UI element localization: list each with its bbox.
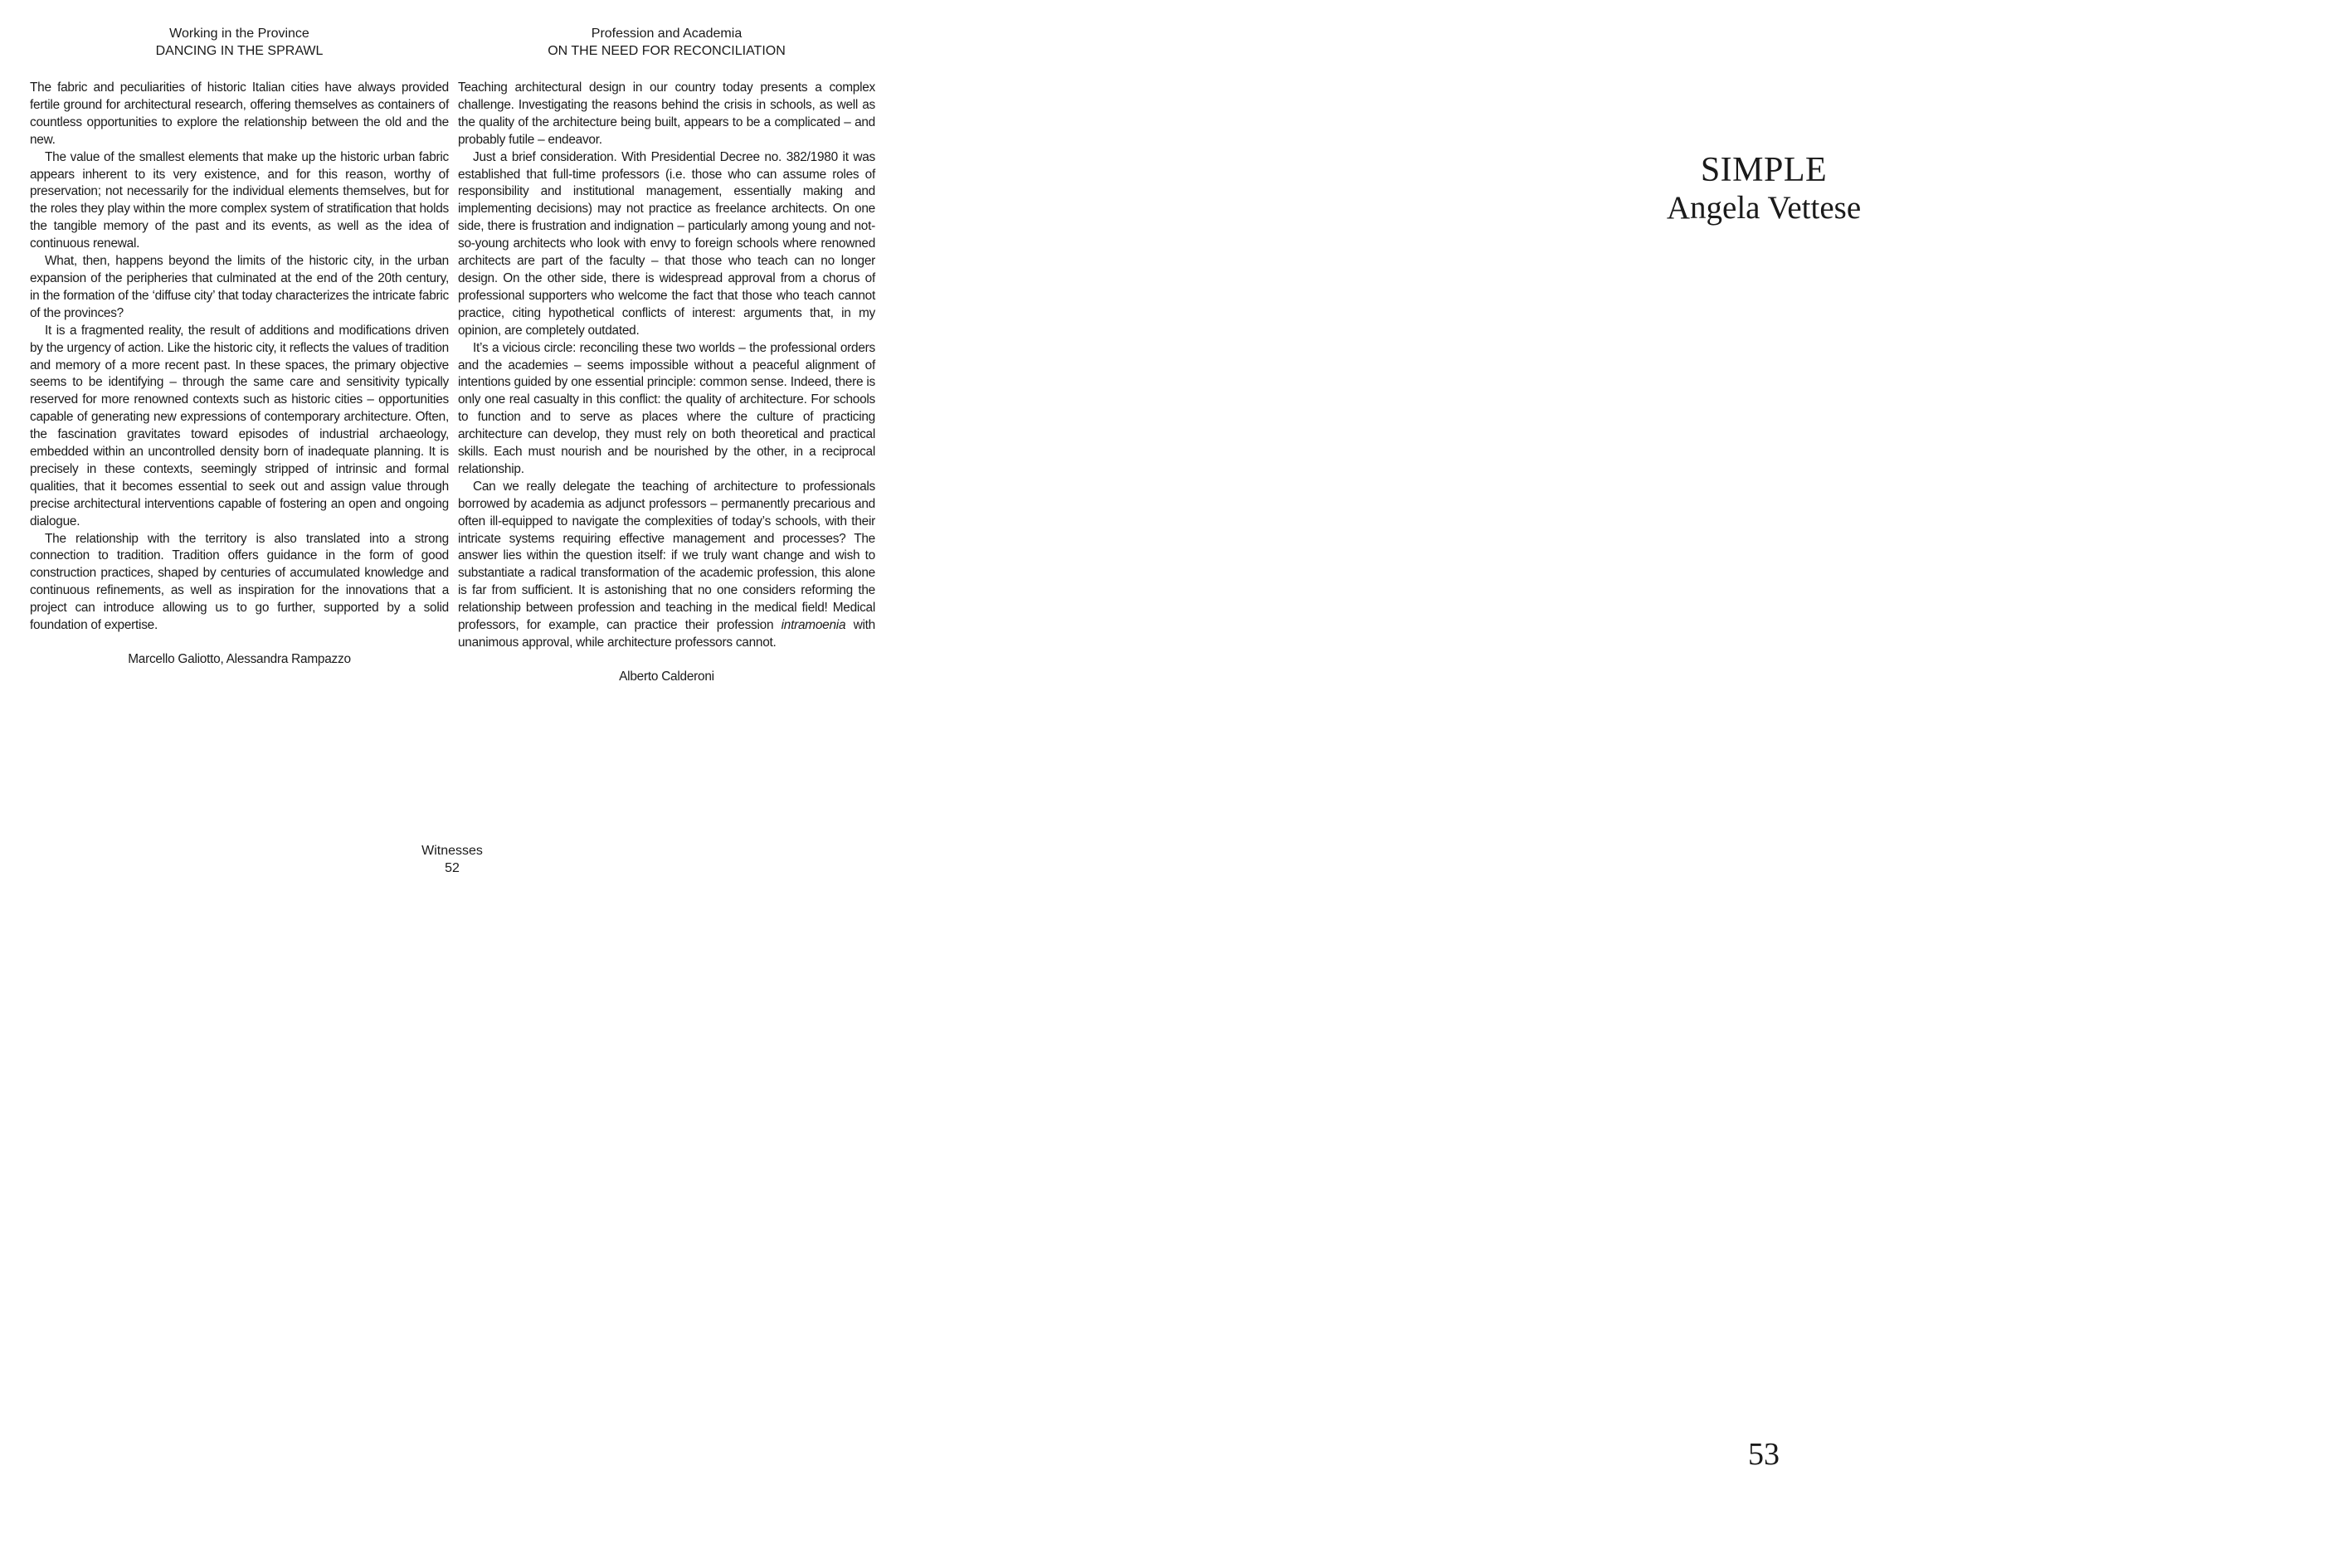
right-page xyxy=(1176,0,2352,1568)
paragraph: Teaching architectural design in our country today presents a complex challenge. Investigating the reasons behind the crisis in schools, as well as the quality of the architecture being built, appears to be a complicated – and probably futile – endeavor. xyxy=(458,80,875,147)
paragraph-text: with unanimous approval, while architecture professors cannot. xyxy=(458,618,875,650)
paragraph: It’s a vicious circle: reconciling these two worlds – the professional orders and the academies – seems impossible without a peaceful alignment of intentions guided by one essential principle: common sense. Indeed, there is only one real casualty in this conflict: the quality of architecture. For schools to function and to serve as places where the culture of practicing architecture can develop, they must rely on both theoretical and practical skills. Each must nourish and be nourished by the other, in a reciprocal relationship. xyxy=(458,340,875,476)
paragraph: The value of the smallest elements that make up the historic urban fabric appears inherent to its very existence, and for this reason, worthy of preservation; not necessarily for the individual elements themselves, but for the roles they play within the more complex system of stratification that holds the tangible memory of the past and its events, as well as the idea of continuous renewal. xyxy=(30,149,449,251)
section-name: Witnesses xyxy=(421,844,483,858)
page-folio-left xyxy=(398,842,506,877)
paragraph: The relationship with the territory is also translated into a strong connection to tradition. Tradition offers guidance in the form of good construction practices, shaped by centuries of accumulated knowledge and continuous refinements, as well as inspiration for the innovations that a project can introduce allowing us to go further, supported by a solid foundation of expertise. xyxy=(30,531,449,633)
paragraph: Just a brief consideration. With Presidential Decree no. 382/1980 it was established that full-time professors (i.e. those who can assume roles of responsibility and institutional management, essentially making and implementing decisions) may not practice as freelance architects. On one side, there is frustration and indignation – particularly among young and not-so-young architects who look with envy to foreign schools where renowned architects are part of the faculty – that those who teach can no longer design. On the other side, there is widespread approval from a chorus of professional supporters who welcome the fact that those who teach cannot practice, citing hypothetical conflicts of interest: arguments that, in my opinion, are completely outdated. xyxy=(458,149,875,338)
italic-term: intramoenia xyxy=(781,618,846,633)
paragraph-text: Can we really delegate the teaching of architecture to professionals borrowed by academia as adjunct professors – permanently precarious and often ill-equipped to navigate the complexities of today’s schools, with their intricate systems requiring effective management and processes? The answer lies within the question itself: if we truly want change and wish to substantiate a radical transformation of the academic profession, this alone is far from sufficient. It is astonishing that no one considers reforming the relationship between profession and teaching in the medical field! Medical professors, for example, can practice their profession xyxy=(458,479,875,633)
column-header xyxy=(30,25,449,60)
column-headline: DANCING IN THE SPRAWL xyxy=(155,44,324,58)
author-signature: Alberto Calderoni xyxy=(619,669,714,684)
page-number-left: 52 xyxy=(445,861,460,875)
column-headline: ON THE NEED FOR RECONCILIATION xyxy=(548,44,786,58)
paragraph: The fabric and peculiarities of historic Italian cities have always provided fertile ground for architectural research, offering themselves as containers of countless opportunities to explore the relationship between the old and the new. xyxy=(30,80,449,147)
column-header xyxy=(458,25,875,60)
column-body xyxy=(30,80,449,669)
paragraph: It is a fragmented reality, the result of additions and modifications driven by the urgency of action. Like the historic city, it reflects the values of tradition and memory of a more recent past. In these spaces, the primary objective seems to be identifying – through the same care and sensitivity typically reserved for more renowned contexts such as historic cities – opportunities capable of generating new expressions of contemporary architecture. Often, the fascination gravitates toward episodes of industrial archaeology, embedded within an uncontrolled density born of inadequate planning. It is precisely in these contexts, seemingly stripped of intrinsic and formal qualities, that it becomes essential to seek out and assign value through precise architectural interventions capable of fostering an open and ongoing dialogue. xyxy=(30,323,449,528)
author-signature: Marcello Galiotto, Alessandra Rampazzo xyxy=(128,652,351,666)
paragraph xyxy=(458,479,875,652)
paragraph: What, then, happens beyond the limits of the historic city, in the urban expansion of the peripheries that culminated at the end of the 20th century, in the formation of the ‘diffuse city’ that today characterizes the intricate fabric of the provinces? xyxy=(30,254,449,320)
column-kicker: Working in the Province xyxy=(169,27,309,41)
page-number-right: 53 xyxy=(1748,1437,1780,1472)
essay-title: SIMPLE xyxy=(1700,151,1828,189)
column-body xyxy=(458,80,875,686)
column-kicker: Profession and Academia xyxy=(591,27,743,41)
essay-author: Angela Vettese xyxy=(1666,190,1862,226)
